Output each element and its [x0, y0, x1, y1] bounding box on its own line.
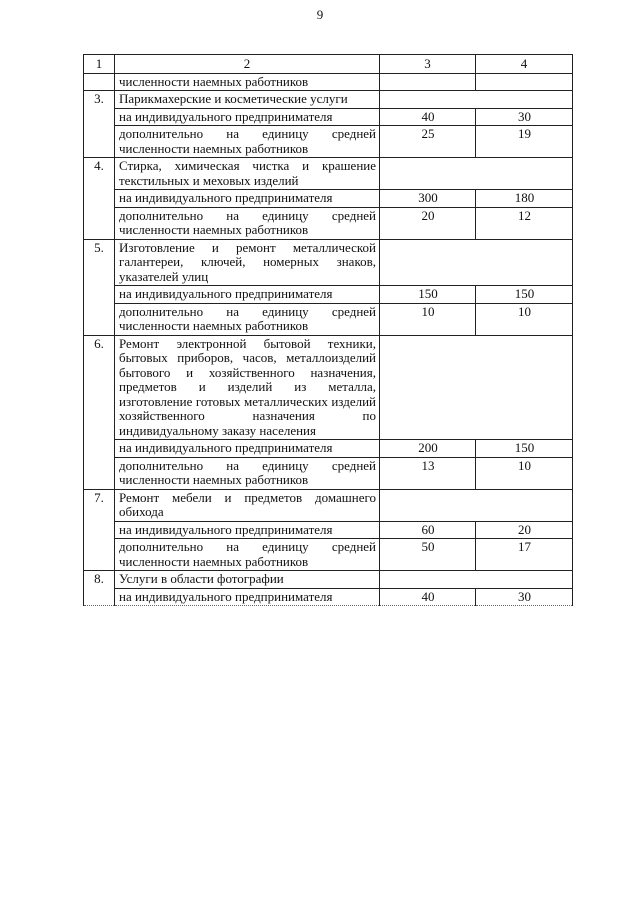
row-label: дополнительно на единицу средней численности наемных работников: [115, 539, 380, 571]
row-label: дополнительно на единицу средней численности наемных работников: [115, 457, 380, 489]
row-value-col-4: 17: [476, 539, 573, 571]
row-label: на индивидуального предпринимателя: [115, 440, 380, 458]
row-value-col-4: 10: [476, 303, 573, 335]
continuation-col-3: [380, 73, 476, 91]
section-title-empty-cell: [380, 571, 573, 589]
section-number: 7.: [84, 489, 115, 571]
section-title-row: [84, 158, 573, 190]
section-number: 3.: [84, 91, 115, 158]
continuation-row: [84, 73, 573, 91]
row-label: на индивидуального предпринимателя: [115, 190, 380, 208]
section-title: Услуги в области фотографии: [115, 571, 380, 589]
section-title-empty-cell: [380, 489, 573, 521]
section-number: 5.: [84, 239, 115, 335]
row-value-col-3: 10: [380, 303, 476, 335]
row-label: на индивидуального предпринимателя: [115, 521, 380, 539]
section-title-row: [84, 571, 573, 589]
section-title: Ремонт электронной бытовой техники, бытовых приборов, часов, металлоизделий бытового и хозяйственного назначения, предметов и изделий из металла, изготовление готовых металлических изделий хозяйственного назначения по индивидуальному заказу населения: [115, 335, 380, 440]
section-title: Стирка, химическая чистка и крашение текстильных и меховых изделий: [115, 158, 380, 190]
section-title: Парикмахерские и косметические услуги: [115, 91, 380, 109]
table-row: [84, 303, 573, 335]
table-row: [84, 207, 573, 239]
continuation-num-cell: [84, 73, 115, 91]
table-row: [84, 108, 573, 126]
section-title: Изготовление и ремонт металлической галантереи, ключей, номерных знаков, указателей улиц: [115, 239, 380, 286]
row-value-col-4: 30: [476, 588, 573, 606]
row-label: дополнительно на единицу средней численности наемных работников: [115, 126, 380, 158]
page-number: 9: [316, 7, 324, 22]
row-value-col-3: 300: [380, 190, 476, 208]
row-value-col-3: 25: [380, 126, 476, 158]
row-value-col-3: 50: [380, 539, 476, 571]
row-value-col-4: 150: [476, 286, 573, 304]
row-label: дополнительно на единицу средней численности наемных работников: [115, 303, 380, 335]
table-row: [84, 539, 573, 571]
row-value-col-3: 40: [380, 588, 476, 606]
tariff-table-body: [84, 55, 573, 606]
row-value-col-4: 12: [476, 207, 573, 239]
header-col-2: 2: [115, 55, 380, 74]
section-number: 6.: [84, 335, 115, 489]
header-col-1: 1: [84, 55, 115, 74]
row-label: на индивидуального предпринимателя: [115, 588, 380, 606]
table-row: [84, 286, 573, 304]
row-label: дополнительно на единицу средней численности наемных работников: [115, 207, 380, 239]
section-title: Ремонт мебели и предметов домашнего обихода: [115, 489, 380, 521]
section-title-row: [84, 335, 573, 440]
section-title-row: [84, 239, 573, 286]
header-row: [84, 55, 573, 74]
row-value-col-3: 20: [380, 207, 476, 239]
continuation-col-4: [476, 73, 573, 91]
row-value-col-3: 13: [380, 457, 476, 489]
table-row: [84, 126, 573, 158]
row-value-col-3: 150: [380, 286, 476, 304]
header-col-3: 3: [380, 55, 476, 74]
row-value-col-3: 200: [380, 440, 476, 458]
row-value-col-3: 40: [380, 108, 476, 126]
row-value-col-4: 19: [476, 126, 573, 158]
row-value-col-4: 20: [476, 521, 573, 539]
row-value-col-4: 10: [476, 457, 573, 489]
row-value-col-4: 150: [476, 440, 573, 458]
continuation-text: численности наемных работников: [115, 73, 380, 91]
header-col-4: 4: [476, 55, 573, 74]
section-title-row: [84, 91, 573, 109]
row-label: на индивидуального предпринимателя: [115, 108, 380, 126]
row-value-col-4: 30: [476, 108, 573, 126]
table-row: [84, 521, 573, 539]
section-number: 4.: [84, 158, 115, 240]
table-row: [84, 588, 573, 606]
section-title-empty-cell: [380, 239, 573, 286]
row-value-col-3: 60: [380, 521, 476, 539]
section-title-row: [84, 489, 573, 521]
table-row: [84, 440, 573, 458]
table-row: [84, 190, 573, 208]
tariff-table: [83, 54, 573, 606]
row-value-col-4: 180: [476, 190, 573, 208]
row-label: на индивидуального предпринимателя: [115, 286, 380, 304]
section-title-empty-cell: [380, 91, 573, 109]
table-row: [84, 457, 573, 489]
section-title-empty-cell: [380, 335, 573, 440]
section-title-empty-cell: [380, 158, 573, 190]
section-number: 8.: [84, 571, 115, 606]
